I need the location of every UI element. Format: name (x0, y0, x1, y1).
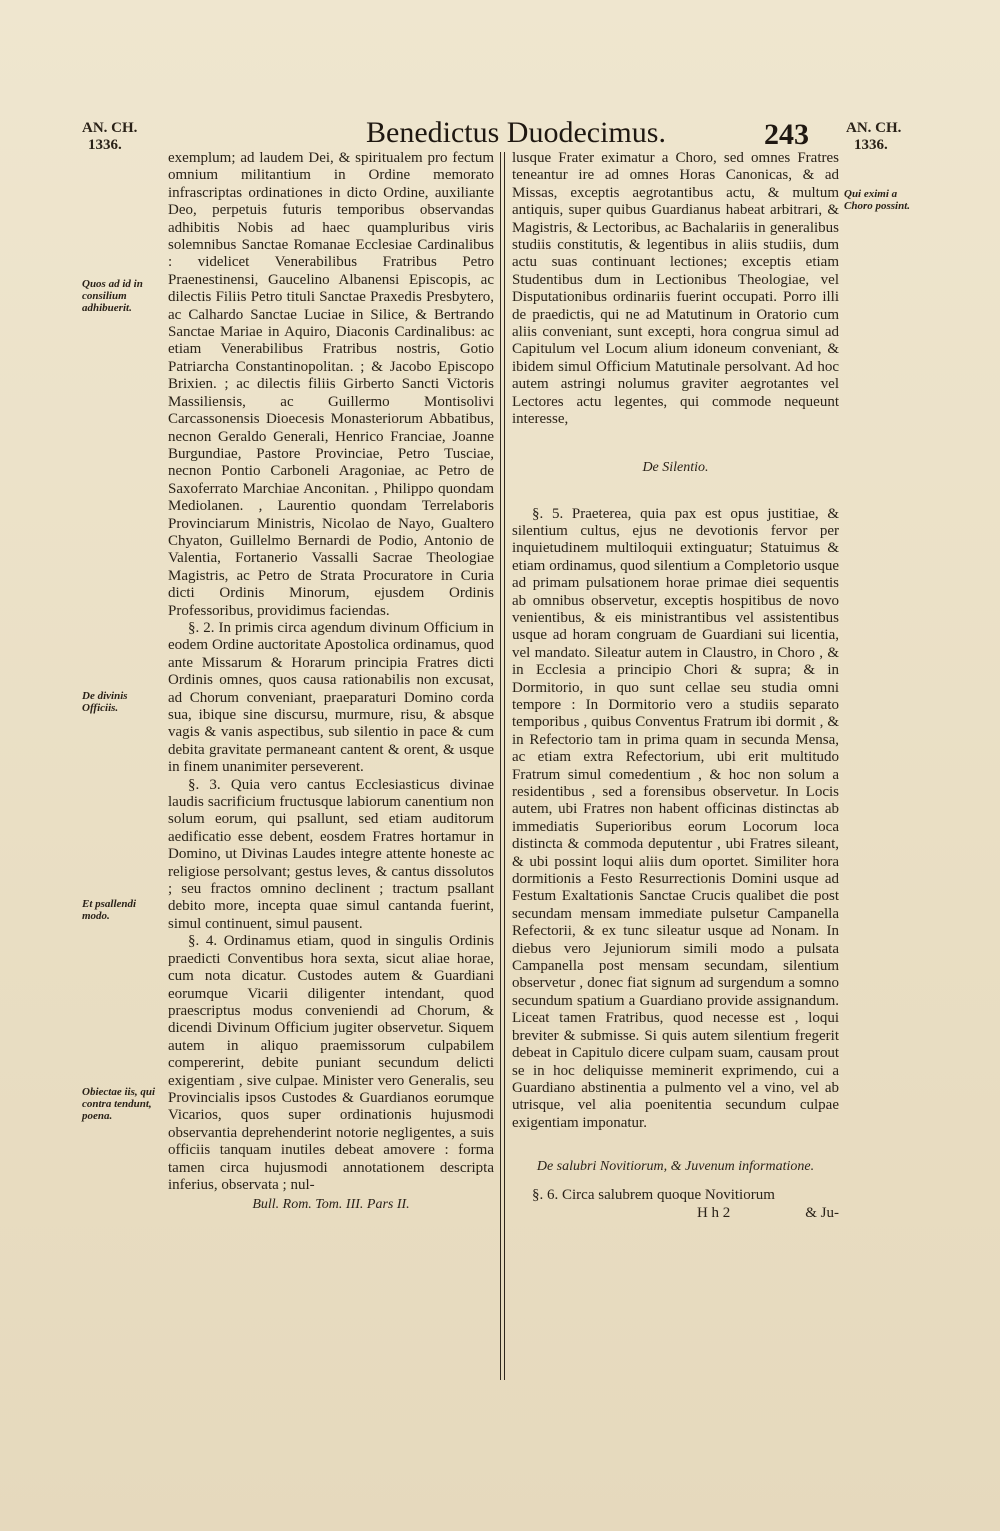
margin-note-left: Obiectae iis, qui contra tendunt, poena. (82, 1086, 156, 1122)
margin-note-right: Qui eximi a Choro possint. (844, 188, 911, 212)
column-divider (500, 152, 501, 1380)
paragraph: §. 5. Praeterea, quia pax est opus justitiae, & silentium cultus, ejus ne devotionis fervor per inquietudinem multiloquii extinguatur; Statuimus & etiam ordinamus, quod silentium a Completorio usque ad primam pulsationem horae primae diei sequentis ab omnibus observetur, exceptis hospitibus de novo venientibus, & eis ministrantibus vel assistentibus usque ad horam congruam de Guardiani sui licentia, vel mandato. Sileatur autem in Claustro, in Choro , & in Ecclesia a principio Chori & supra; & in Dormitorio, in quo sunt cellae seu studia omni tempore : In Dormitorio vero a studiis separato temporibus , quibus Conventus Fratrum ibi dormit , & in Refectorio tam in prima quam in secunda Mensa, ac etiam extra Refectorium, ubi erit multitudo Fratrum simul comedentium , & hoc non solum a residentibus , sed a forensibus observetur. In Locis autem, ubi Fratres non habent officinas distinctas ab immediatis Superioribus eorum Locorum loca distincta & commoda deputentur , ubi Fratres sileant, & ubi possint loqui aliis dum oportet. Similiter hora dormitionis a Festo Resurrectionis Domini usque ad Festum Exaltationis Sanctae Crucis qualibet die post secundam mensam immediate pulsetur Campanella Refectorii, & ex tunc sileatur usque ad Nonam. In diebus vero Jejuniorum simili modo a pulsata Campanella post mensam secundam, silentium observetur , donec fiat signum ad surgendum a somno secundum spatium a Guardiano provide assignandum. Liceat tamen Fratribus, quod necesse est , loqui breviter & submisse. Si quis autem silentium fregerit debeat in Capitulo dicere culpam suam, causam prout se in hoc deliquisse meminerit exprimendo, cui a Guardiano abstinentia a pulmento vel a vino, vel ab utrisque, vel alia poenitentia secundum culpae exigentiam imponatur. (512, 505, 839, 1131)
header-year-right (846, 120, 926, 154)
section-heading: De Silentio. (642, 459, 709, 475)
header-year-left (82, 120, 152, 154)
year-value: 1336. (88, 137, 122, 153)
paragraph: §. 2. In primis circa agendum divinum Officium in eodem Ordine auctoritate Apostolica ordinamus, quod ante Missarum & Horarum principia Fratres dicti Ordinis omnes, quos causa rationabilis non excusat, ad Chorum conveniant, praeparaturi Domino corda sua, ibique sine discursu, murmure, risu, & absque vagis & vanis aspectibus, sub silentio in pace & cum debita gravitate permaneant cantent & orent, & usque in finem unanimiter perseverent. (168, 619, 494, 776)
left-column (168, 150, 494, 1214)
signature-mark: H h 2 (696, 1204, 731, 1221)
year-label: AN. CH. (82, 120, 138, 136)
catchword: & Ju- (805, 1204, 839, 1221)
section-heading: De salubri Novitiorum, & Juvenum informatione. (536, 1159, 815, 1175)
paragraph: §. 3. Quia vero cantus Ecclesiasticus divinae laudis sacrificium fructusque labiorum canentium non solum eorum, qui psallunt, sed etiam auditorum aedificatio esse debent, eosdem Fratres hortamur in Domino, ut Divinas Laudes integre attente honeste ac religiose persolvant; gestus leves, & cantus dissolutos ; seu fractos omnino declinent ; tractum psallant debito more, incepta quae simul cantanda fuerint, simul continuent, simul pausent. (168, 776, 494, 932)
paragraph: §. 6. Circa salubrem quoque Novitiorum (532, 1187, 775, 1204)
paragraph: §. 4. Ordinamus etiam, quod in singulis Ordinis praedicti Conventibus hora sexta, sicut aliae horae, cum nota dicatur. Custodes autem & Guardiani eorumque Vicarii diligenter intendant, quod praescriptus modus conveniendi ad Chorum, & dicendi Divinum Officium jugiter observetur. Siquem autem in aliquo praemissorum culpabilem compererint, debite puniant secundum delicti exigentiam , sive culpae. Minister vero Generalis, seu Provincialis ipsos Custodes & Guardianos eorumque Vicarios, quos super ordinationis hujusmodi observantia deprehenderint notorie negligentes, a suis officiis tanquam inutiles debeat amovere : forma tamen circa hujusmodi annotationem descripta inferius, observata ; nul- (168, 933, 494, 1193)
page-title: Benedictus Duodecimus. (366, 116, 666, 149)
margin-note-left: Quos ad id in consilium adhibuerit. (82, 278, 143, 314)
year-value: 1336. (854, 137, 888, 153)
page-number: 243 (764, 118, 809, 151)
right-column (512, 150, 839, 1222)
volume-footer: Bull. Rom. Tom. III. Pars II. (252, 1197, 410, 1213)
margin-note-left: De divinis Officiis. (82, 690, 128, 714)
spacer (512, 1205, 622, 1222)
margin-note-left: Et psallendi modo. (82, 898, 137, 922)
page-foot-line (512, 1205, 839, 1222)
year-label: AN. CH. (846, 120, 902, 136)
column-divider (504, 152, 505, 1380)
paragraph: exemplum; ad laudem Dei, & spiritualem pro fectum omnium militantium in Ordine memorato infrascriptas ordinationes in dicto Ordine, auxiliante Deo, perpetuis futuris temporibus observandas adhibitis Nobis ad haec quampluribus viris solemnibus Sanctae Romanae Ecclesiae Cardinalibus : videlicet Venerabilibus Fratribus Petro Praenestinensi, Gaucelino Albanensi Episcopis, ac dilectis Filiis Petro tituli Sanctae Praxedis Presbytero, ac Calhardo Sanctae Luciae in Silice, & Bertrando Sanctae Mariae in Aquiro, Diaconis Cardinalibus: ac etiam Venerabilibus Fratribus nostris, Gotio Patriarcha Constantinopolitan. ; & Jacobo Episcopo Brixien. ; ac dilectis filiis Girberto Sancti Victoris Massiliensis, ac Guillermo Montisolivi Carcassonensis Dioecesis Monasteriorum Abbatibus, necnon Geraldo Generali, Henrico Franciae, Joanne Burgundiae, Pastore Provinciae, Petro Tusciae, necnon Pontio Carboneli Aragoniae, ac Petro de Saxoferrato Marchiae Anconitan. , Philippo quondam Mediolanen. , Laurentio quondam Terrelaboris Provinciarum Ministris, Nicolao de Nayo, Gualtero Chyaton, Guillelmo Bernardi de Podio, Antonio de Valentia, Fortanerio Vassalli Sacrae Theologiae Magistris, ac Petro de Strata Procuratore in Curia dicti Ordinis Minorum, ejusdem Ordinis Professoribus, providimus faciendas. (168, 150, 494, 619)
paragraph: lusque Frater eximatur a Choro, sed omnes Fratres teneantur ire ad omnes Horas Canonicas, & ad Missas, exceptis aegrotantibus actu, & multum antiquis, super quibus Guardianus habeat arbitrari, & Magistris, & Lectoribus, ac Bachalariis in generalibus studiis constitutis, & legentibus in aliis studiis, dum actu suas continuant lectiones; exceptis etiam Studentibus dum in Lectionibus Theologiae, vel Disputationibus ordinariis fuerint occupati. Porro illi de praedictis, qui ne ad Matutinum in Oratorio cum aliis conveniant, sunt excepti, hora congrua simul ad Capitulum vel Locum alium idoneum conveniant, & ibidem simul Officium Matutinale persolvant. Ad hoc autem astringi nolumus graviter aegrotantes vel Lectores actu legentes, qui commode nequeunt interesse, (512, 150, 839, 428)
